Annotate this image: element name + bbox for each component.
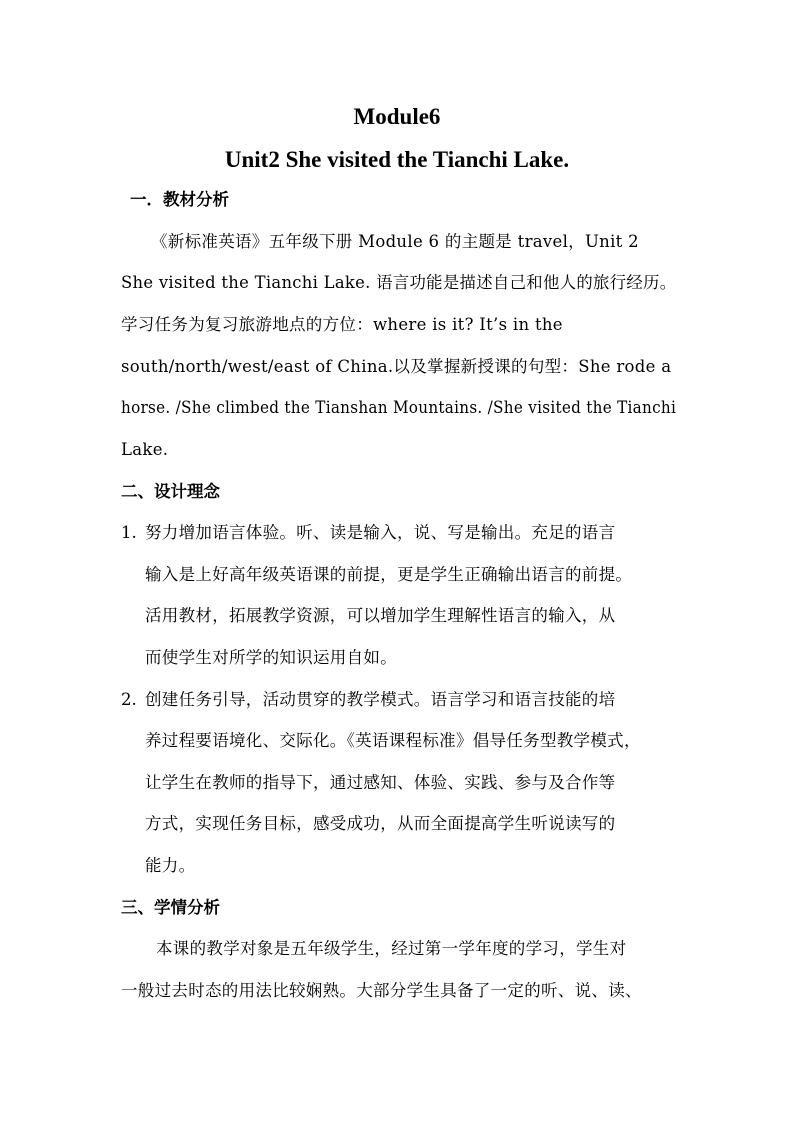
list-item-line: 努力增加语言体验。听、读是输入，说、写是输出。充足的语言 xyxy=(145,523,616,542)
list-item-line: 创建任务引导，活动贯穿的教学模式。语言学习和语言技能的培 xyxy=(145,690,616,709)
section1-line: horse. /She climbed the Tianshan Mountains. /She visited the Tianchi xyxy=(121,398,677,417)
section1-line: Lake. xyxy=(121,440,169,459)
list-item-line: 活用教材，拓展教学资源，可以增加学生理解性语言的输入，从 xyxy=(145,606,616,625)
section1-heading: 一．教材分析 xyxy=(130,190,229,209)
document-subtitle: Unit2 She visited the Tianchi Lake. xyxy=(224,147,570,172)
list-item-line: 能力。 xyxy=(145,856,196,875)
section1-line: She visited the Tianchi Lake. 语言功能是描述自己和他人的旅行经历。 xyxy=(121,273,677,292)
section3-line: 本课的教学对象是五年级学生，经过第一学年度的学习，学生对 xyxy=(156,939,627,958)
list-item-number: 1. xyxy=(121,523,137,542)
section1-line: south/north/west/east of China.以及掌握新授课的句型：She rode a xyxy=(121,357,672,376)
document-title: Module6 xyxy=(353,104,441,129)
list-item-line: 输入是上好高年级英语课的前提，更是学生正确输出语言的前提。 xyxy=(145,565,633,584)
list-item-line: 让学生在教师的指导下，通过感知、体验、实践、参与及合作等 xyxy=(145,773,616,792)
section2-heading: 二、设计理念 xyxy=(121,482,220,501)
section3-heading: 三、学情分析 xyxy=(121,898,220,917)
list-item-line: 养过程要语境化、交际化。《英语课程标准》倡导任务型教学模式， xyxy=(145,731,641,750)
section3-line: 一般过去时态的用法比较娴熟。大部分学生具备了一定的听、说、读、 xyxy=(121,981,642,1000)
list-item-number: 2. xyxy=(121,690,137,709)
list-item-line: 方式，实现任务目标，感受成功，从而全面提高学生听说读写的 xyxy=(145,814,616,833)
section1-line: 学习任务为复习旅游地点的方位：where is it? It’s in the xyxy=(121,315,563,334)
list-item-line: 而使学生对所学的知识运用自如。 xyxy=(145,648,397,667)
section1-line: 《新标准英语》五年级下册 Module 6 的主题是 travel，Unit 2 xyxy=(151,232,639,251)
